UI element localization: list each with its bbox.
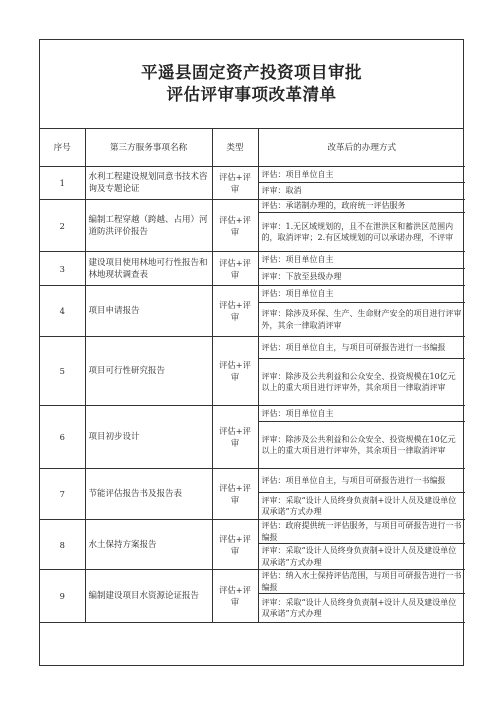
title-block <box>40 40 463 129</box>
row-number: 3 <box>40 252 85 286</box>
service-type: 评估+评审 <box>212 406 258 469</box>
title-line-1: 平遥县固定资产投资项目审批 <box>141 63 362 82</box>
service-item-name: 建设项目使用林地可行性报告和林地现状调查表 <box>85 252 212 286</box>
table-row <box>40 252 465 269</box>
header-no: 序号 <box>40 129 85 167</box>
service-type: 评估+评审 <box>212 337 258 406</box>
reform-review: 评审：采取“设计人员终身负责制+设计人员及建设单位双承诺”方式办理 <box>258 493 465 520</box>
reform-review: 评审：除涉及公共利益和公众安全、投资规模在10亿元以上的重大项目进行评审外，其余项目一律取消评审 <box>258 359 465 406</box>
table-row <box>40 520 465 544</box>
service-item-name: 项目申请报告 <box>85 286 212 337</box>
service-item-name: 节能评估报告书及报告表 <box>85 469 212 520</box>
service-item-name: 水土保持方案报告 <box>85 520 212 570</box>
table-row <box>40 337 465 359</box>
reform-assessment: 评估：项目单位自主，与项目可研报告进行一书编报 <box>258 469 465 493</box>
reform-assessment: 评估：政府提供统一评估服务，与项目可研报告进行一书编报 <box>258 520 465 544</box>
row-number: 5 <box>40 337 85 406</box>
table-row <box>40 286 465 303</box>
row-number: 7 <box>40 469 85 520</box>
reform-table <box>40 129 465 623</box>
service-type: 评估+评审 <box>212 252 258 286</box>
table-row <box>40 406 465 422</box>
service-type: 评估+评审 <box>212 520 258 570</box>
document-frame <box>39 39 464 666</box>
title-line-2: 评估评审事项改革清单 <box>166 85 337 104</box>
table-row <box>40 570 465 594</box>
reform-review: 评审：采取“设计人员终身负责制+设计人员及建设单位双承诺”方式办理 <box>258 594 465 623</box>
reform-review: 评审：除涉及公共利益和公众安全、投资规模在10亿元以上的重大项目进行评审外，其余项目一律取消评审 <box>258 422 465 469</box>
service-type: 评估+评审 <box>212 469 258 520</box>
row-number: 8 <box>40 520 85 570</box>
row-number: 9 <box>40 570 85 623</box>
table-row <box>40 200 465 213</box>
reform-assessment: 评估：项目单位自主 <box>258 406 465 422</box>
service-item-name: 项目初步设计 <box>85 406 212 469</box>
reform-review: 评审：取消 <box>258 183 465 200</box>
row-number: 6 <box>40 406 85 469</box>
service-type: 评估+评审 <box>212 200 258 252</box>
reform-assessment: 评估：纳入水土保持评估范围，与项目可研报告进行一书编报 <box>258 570 465 594</box>
reform-review: 评审：1.无区域规划的，且不在泄洪区和蓄洪区范围内的，取消评审；2.有区域规划的可以承诺办理，不评审 <box>258 213 465 252</box>
service-type: 评估+评审 <box>212 570 258 623</box>
reform-assessment: 评估：项目单位自主，与项目可研报告进行一书编报 <box>258 337 465 359</box>
header-type: 类型 <box>212 129 258 167</box>
service-item-name: 编制工程穿越（跨越、占用）河道防洪评价报告 <box>85 200 212 252</box>
reform-review: 评审：除涉及环保、生产、生命财产安全的项目进行评审外，其余一律取消评审 <box>258 303 465 337</box>
reform-assessment: 评估：承诺制办理的，政府统一评估服务 <box>258 200 465 213</box>
table-row <box>40 167 465 183</box>
header-reform: 改革后的办理方式 <box>258 129 465 167</box>
row-number: 2 <box>40 200 85 252</box>
header-row <box>40 129 465 167</box>
service-item-name: 项目可行性研究报告 <box>85 337 212 406</box>
service-type: 评估+评审 <box>212 167 258 200</box>
service-item-name: 水利工程建设规划同意书技术咨询及专题论证 <box>85 167 212 200</box>
reform-assessment: 评估：项目单位自主 <box>258 167 465 183</box>
table-row <box>40 469 465 493</box>
row-number: 1 <box>40 167 85 200</box>
reform-assessment: 评估：项目单位自主 <box>258 286 465 303</box>
reform-review: 评审：下放至县级办理 <box>258 269 465 286</box>
service-type: 评估+评审 <box>212 286 258 337</box>
reform-review: 评审：采取“设计人员终身负责制+设计人员及建设单位双承诺”方式办理 <box>258 544 465 570</box>
reform-assessment: 评估：项目单位自主 <box>258 252 465 269</box>
header-name: 第三方服务事项名称 <box>85 129 212 167</box>
row-number: 4 <box>40 286 85 337</box>
service-item-name: 编制建设项目水资源论证报告 <box>85 570 212 623</box>
